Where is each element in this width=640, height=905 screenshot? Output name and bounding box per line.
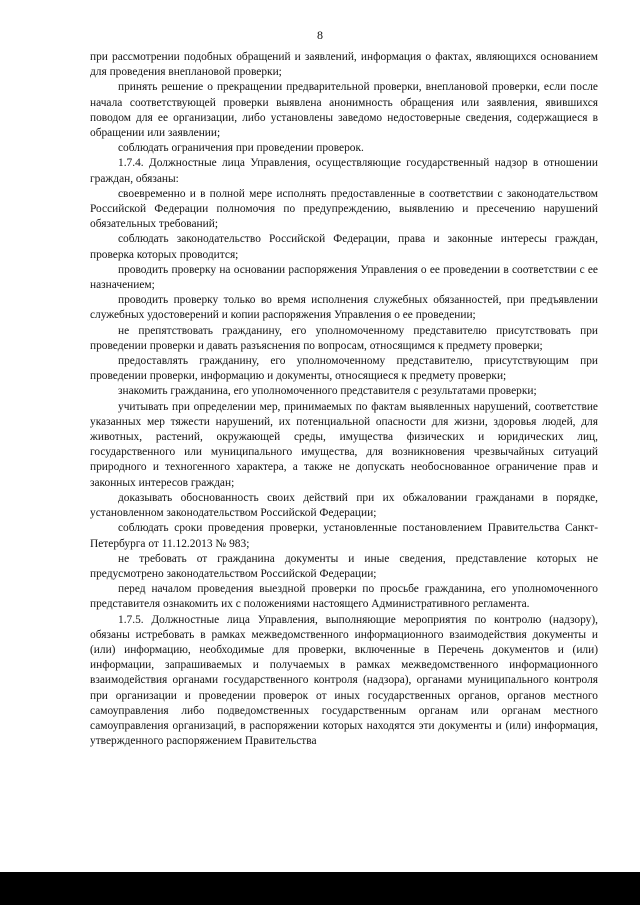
- paragraph: предоставлять гражданину, его уполномоченному представителю, присутствующим при проведении проверки, информацию и документы, относящиеся к предмету проверки;: [90, 355, 598, 383]
- paragraph: доказывать обоснованность своих действий при их обжаловании гражданами в порядке, установленном законодательством Российской Федерации;: [90, 491, 598, 520]
- paragraph: перед началом проведения выездной проверки по просьбе гражданина, его уполномоченного представителя ознакомить их с положениями настоящего Административного регламента.: [90, 583, 598, 611]
- paragraph: соблюдать сроки проведения проверки, установленные постановлением Правительства Санкт-Петербурга от 11.12.2013 № 983;: [90, 522, 598, 550]
- paragraph: своевременно и в полной мере исполнять предоставленные в соответствии с законодательством Российской Федерации полномочия по предупреждению, выявлению и пресечению нарушений обязательных требований;: [90, 187, 598, 231]
- body-text: [90, 50, 598, 749]
- paragraph: соблюдать законодательство Российской Федерации, права и законные интересы граждан, проверка которых проводится;: [90, 233, 598, 261]
- paragraph: 1.7.4. Должностные лица Управления, осуществляющие государственный надзор в отношении граждан, обязаны:: [90, 157, 598, 185]
- scan-border: [0, 872, 640, 905]
- paragraph: учитывать при определении мер, принимаемых по фактам выявленных нарушений, соответствие указанных мер тяжести нарушений, их потенциальной опасности для жизни, здоровья людей, для животных, растений, окружающей среды, имущества физических и юридических лиц, государственного или муниципального имущества, для возникновения чрезвычайных ситуаций природного и техногенного характера, а также не допускать необоснованное ограничение прав и законных интересов граждан;: [90, 400, 598, 489]
- paragraph: знакомить гражданина, его уполномоченного представителя с результатами проверки;: [118, 385, 537, 398]
- paragraph: соблюдать ограничения при проведении проверок.: [118, 142, 364, 155]
- paragraph: 1.7.5. Должностные лица Управления, выполняющие мероприятия по контролю (надзору), обязаны истребовать в рамках межведомственного информационного взаимодействия документы и (или) информацию, необходимые для проверки, включенные в Перечень документов и (или) информации, запрашиваемых и получаемых в рамках межведомственного информационного взаимодействия органами государственного контроля (надзора), органами муниципального контроля при организации и проведении проверок от иных государственных органов, органов местного самоуправления либо подведомственных государственным органам или органам местного самоуправления организаций, в распоряжении которых находятся эти документы и (или) информация, утвержденного распоряжением Правительства: [90, 613, 598, 748]
- page-number: 8: [317, 28, 323, 42]
- paragraph: проводить проверку только во время исполнения служебных обязанностей, при предъявлении служебных удостоверений и копии распоряжения Управления о ее проведении;: [90, 294, 598, 322]
- paragraph: проводить проверку на основании распоряжения Управления о ее проведении в соответствии с ее назначением;: [90, 263, 598, 292]
- paragraph: не требовать от гражданина документы и иные сведения, представление которых не предусмотрено законодательством Российской Федерации;: [90, 552, 598, 580]
- paragraph: принять решение о прекращении предварительной проверки, внеплановой проверки, если после начала соответствующей проверки выявлена анонимность обращения или заявления, явившихся поводом для ее организации, либо установлены заведомо недостоверные сведения, содержащиеся в обращении или заявлении;: [90, 81, 598, 140]
- paragraph: при рассмотрении подобных обращений и заявлений, информация о фактах, являющихся основанием для проведения внеплановой проверки;: [90, 51, 598, 79]
- paragraph: не препятствовать гражданину, его уполномоченному представителю присутствовать при проведении проверки и давать разъяснения по вопросам, относящимся к предмету проверки;: [90, 324, 598, 352]
